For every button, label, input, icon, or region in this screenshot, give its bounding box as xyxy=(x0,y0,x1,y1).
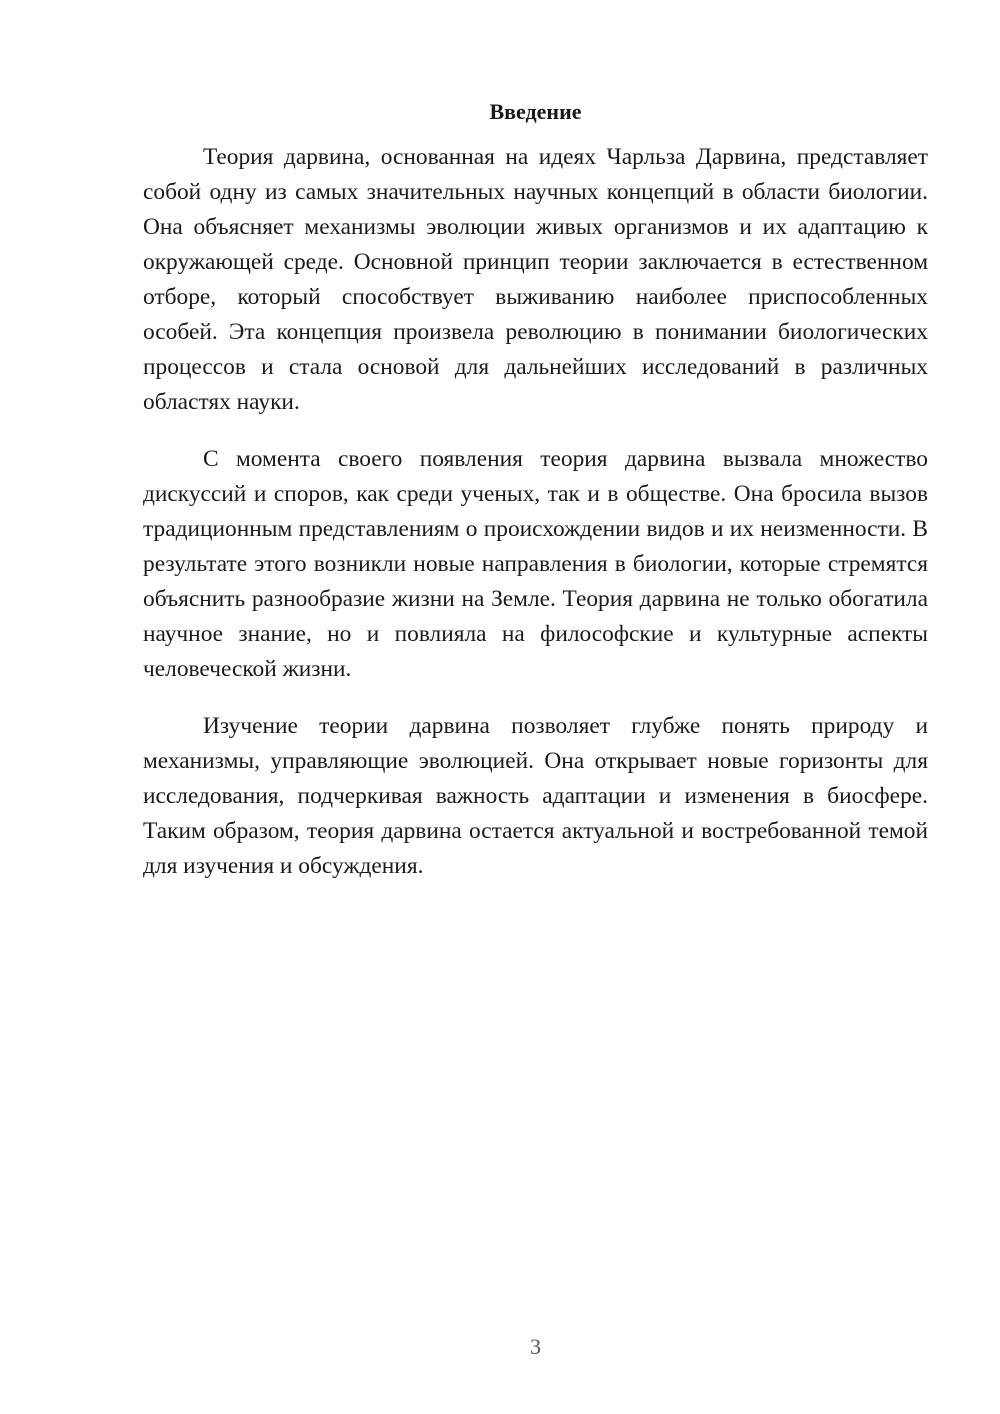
section-heading: Введение xyxy=(489,99,582,124)
page-number: 3 xyxy=(530,1334,541,1359)
paragraph-3: Изучение теории дарвина позволяет глубже понять природу и механизмы, управляющие эволюцией. Она открывает новые горизонты для исследования, подчеркивая важность адаптации и изменения в биосфере. Таким образом, теория дарвина остается актуальной и востребованной темой для изучения и обсуждения. xyxy=(143,713,928,879)
paragraph-2: С момента своего появления теория дарвина вызвала множество дискуссий и споров, как среди ученых, так и в обществе. Она бросила вызов традиционным представлениям о происхождении видов и их неизменности. В результате этого возникли новые направления в биологии, которые стремятся объяснить разнообразие жизни на Земле. Теория дарвина не только обогатила научное знание, но и повлияла на философские и культурные аспекты человеческой жизни. xyxy=(143,446,928,682)
page-content xyxy=(143,96,928,884)
paragraph-1: Теория дарвина, основанная на идеях Чарльза Дарвина, представляет собой одну из самых значительных научных концепций в области биологии. Она объясняет механизмы эволюции живых организмов и их адаптацию к окружающей среде. Основной принцип теории заключается в естественном отборе, который способствует выживанию наиболее приспособленных особей. Эта концепция произвела революцию в понимании биологических процессов и стала основой для дальнейших исследований в различных областях науки. xyxy=(143,144,928,415)
